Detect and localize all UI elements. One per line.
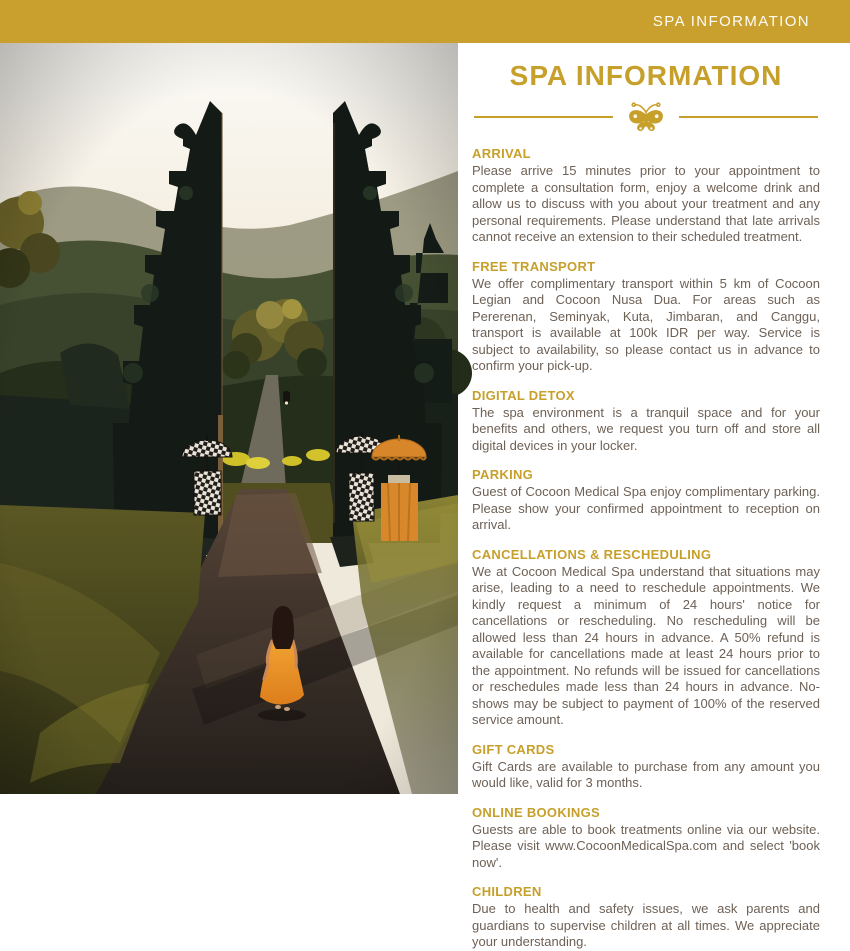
section-body: The spa environment is a tranquil space and for your benefits and others, we request you turn off and store all digital devices in your locker. xyxy=(472,404,820,453)
section-heading: PARKING xyxy=(472,467,534,482)
section-body: We at Cocoon Medical Spa understand that situations may arise, leading to a need to reschedule appointments. We kindly request a minimum of 24 hours' notice for cancellations or rescheduling. No rescheduling will be allowed less than 24 hours in advance. A 50% refund is available for cancellations made at least 24 hours prior to the appointment. No refunds will be issued for cancellations or reschedules made less than 24 hours in advance. No-shows may be subject to payment of 100% of the reserved service amount. xyxy=(472,563,820,727)
section-cancellations xyxy=(472,547,820,729)
title-ornament xyxy=(474,100,818,134)
section-digital-detox xyxy=(472,388,820,455)
top-bar-label: SPA INFORMATION xyxy=(652,13,810,30)
bali-gate-photo xyxy=(0,43,458,794)
section-body: Guests are able to book treatments online via our website. Please visit www.CocoonMedicalSpa.com and select 'book now'. xyxy=(472,821,820,870)
page-title: SPA INFORMATION xyxy=(509,60,783,91)
section-body: Please arrive 15 minutes prior to your appointment to complete a consultation form, enjoy a welcome drink and allow us to discuss with you about your treatment and any personal requirements. Please understand that late arrivals cannot receive an extension to their scheduled treatment. xyxy=(472,163,820,244)
section-parking xyxy=(472,467,820,534)
section-heading: ARRIVAL xyxy=(472,146,531,161)
vignette xyxy=(0,43,458,794)
top-bar xyxy=(0,0,850,43)
section-arrival xyxy=(472,146,820,246)
section-heading: GIFT CARDS xyxy=(472,741,555,757)
butterfly-icon xyxy=(623,100,669,134)
section-body: Gift Cards are available to purchase from any amount you would like, valid for 3 months. xyxy=(472,758,820,790)
section-children xyxy=(472,884,820,951)
content-column xyxy=(458,43,850,949)
section-free-transport xyxy=(472,259,820,375)
section-body: We offer complimentary transport within 5 km of Cocoon Legian and Cocoon Nusa Dua. For areas such as Pererenan, Seminyak, Kuta, Jimbaran, and Canggu, transport is available at 100k IDR per way. Service is subject to availability, so please contact us in advance to confirm your pick-up. xyxy=(472,275,820,373)
section-online-bookings xyxy=(472,805,820,872)
section-heading: FREE TRANSPORT xyxy=(472,258,596,274)
section-heading: DIGITAL DETOX xyxy=(472,387,575,403)
bali-gate-illustration xyxy=(0,43,458,794)
section-gift-cards xyxy=(472,742,820,792)
section-heading: CANCELLATIONS & RESCHEDULING xyxy=(472,546,712,562)
section-body: Guest of Cocoon Medical Spa enjoy complimentary parking. Please show your confirmed appointment to reception on arrival. xyxy=(472,484,820,532)
section-heading: CHILDREN xyxy=(472,884,542,899)
section-heading: ONLINE BOOKINGS xyxy=(472,804,601,820)
ornament-rule-right xyxy=(679,116,818,118)
section-body: Due to health and safety issues, we ask parents and guardians to supervise children at all times. We appreciate your understanding. xyxy=(472,901,820,949)
ornament-rule-left xyxy=(474,116,613,118)
